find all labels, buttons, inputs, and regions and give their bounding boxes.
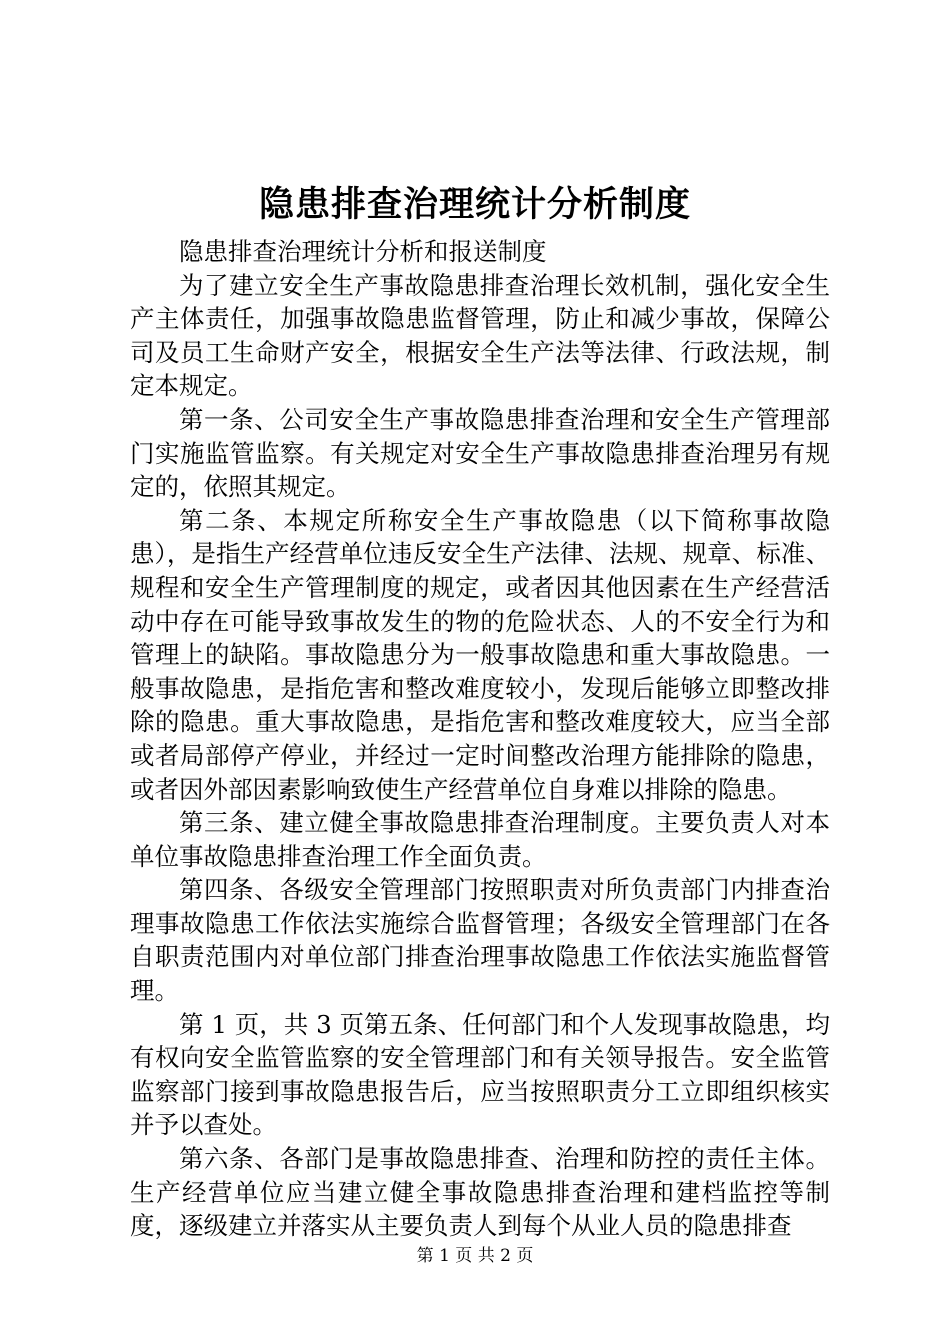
- document-body: [130, 235, 830, 1243]
- intro-paragraph: 为了建立安全生产事故隐患排查治理长效机制，强化安全生产主体责任，加强事故隐患监督管理，防止和减少事故，保障公司及员工生命财产安全，根据安全生产法等法律、行政法规，制定本规定。: [130, 270, 830, 401]
- page-footer: 第 1 页 共 2 页: [416, 1246, 534, 1266]
- subtitle-paragraph: 隐患排查治理统计分析和报送制度: [179, 237, 547, 266]
- document-title: 隐患排查治理统计分析制度: [258, 184, 691, 225]
- article-1-paragraph: 第一条、公司安全生产事故隐患排查治理和安全生产管理部门实施监管监察。有关规定对安全生产事故隐患排查治理另有规定的，依照其规定。: [130, 404, 830, 502]
- article-4-paragraph: 第四条、各级安全管理部门按照职责对所负责部门内排查治理事故隐患工作依法实施综合监督管理；各级安全管理部门在各自职责范围内对单位部门排查治理事故隐患工作依法实施监督管理。: [130, 875, 830, 1006]
- article-3-paragraph: 第三条、建立健全事故隐患排查治理制度。主要负责人对本单位事故隐患排查治理工作全面负责。: [130, 808, 830, 871]
- article-2-paragraph: 第二条、本规定所称安全生产事故隐患（以下简称事故隐患），是指生产经营单位违反安全生产法律、法规、规章、标准、规程和安全生产管理制度的规定，或者因其他因素在生产经营活动中存在可能导致事故发生的物的危险状态、人的不安全行为和管理上的缺陷。事故隐患分为一般事故隐患和重大事故隐患。一般事故隐患，是指危害和整改难度较小，发现后能够立即整改排除的隐患。重大事故隐患，是指危害和整改难度较大，应当全部或者局部停产停业，并经过一定时间整改治理方能排除的隐患，或者因外部因素影响致使生产经营单位自身难以排除的隐患。: [130, 505, 830, 804]
- article-6-paragraph: 第六条、各部门是事故隐患排查、治理和防控的责任主体。生产经营单位应当建立健全事故隐患排查治理和建档监控等制度，逐级建立并落实从主要负责人到每个从业人员的隐患排查: [130, 1144, 830, 1241]
- article-5-paragraph: 第 1 页，共 3 页第五条、任何部门和个人发现事故隐患，均有权向安全监管监察的安全管理部门和有关领导报告。安全监管监察部门接到事故隐患报告后，应当按照职责分工立即组织核实并予以查处。: [130, 1009, 830, 1140]
